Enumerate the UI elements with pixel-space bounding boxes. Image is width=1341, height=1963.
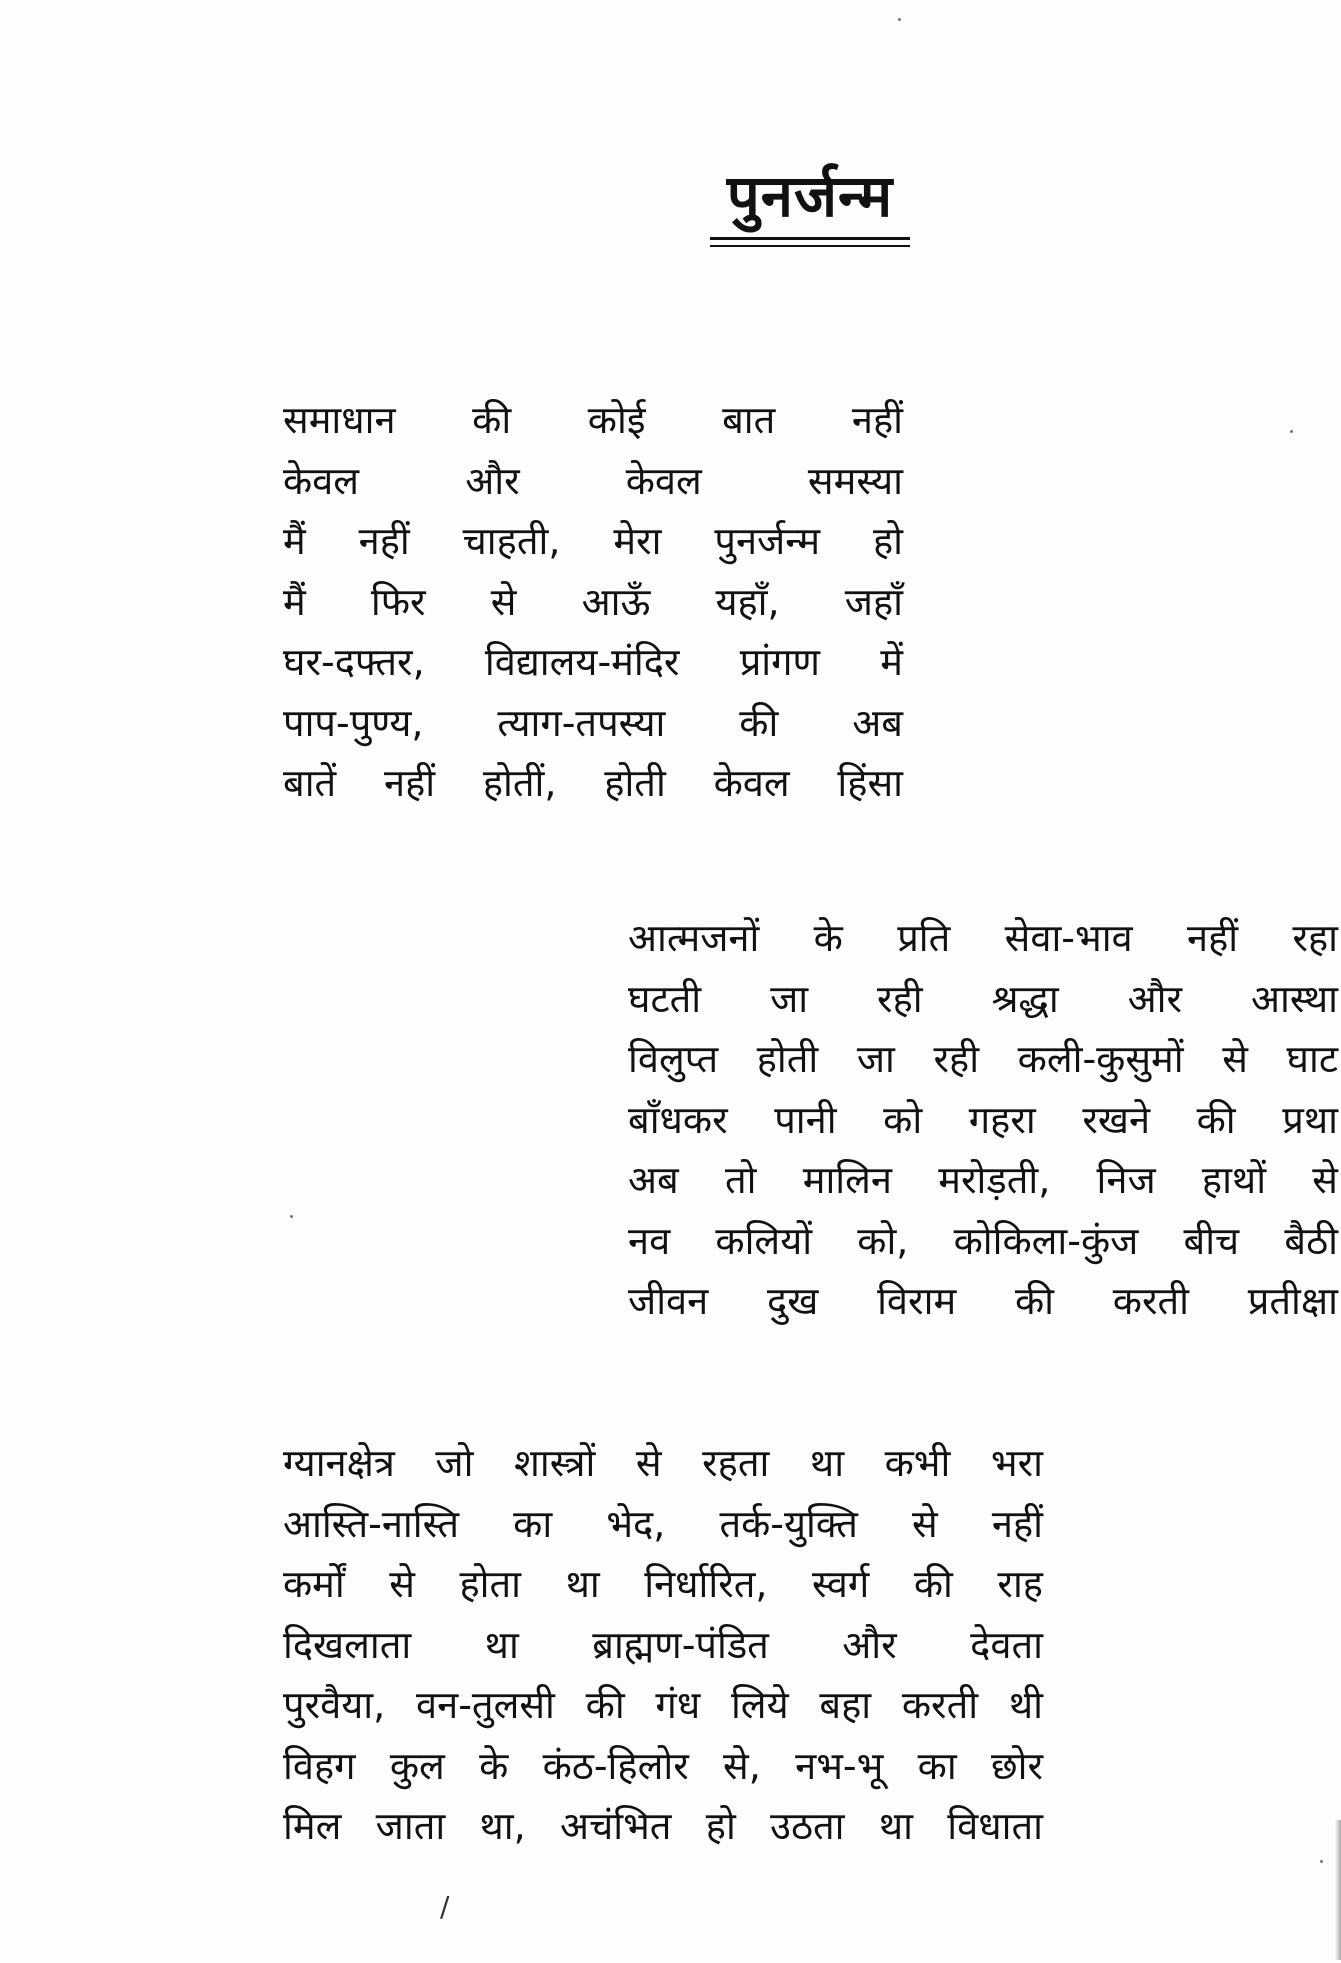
stanza-line: दिखलाता था ब्राह्मण-पंडित और देवता	[283, 1622, 1043, 1667]
title-underline-second	[710, 245, 910, 247]
stanza-line: बाँधकर पानी को गहरा रखने की प्रथा	[628, 1097, 1338, 1142]
stanza-line: मिल जाता था, अचंभित हो उठता था विधाता	[283, 1804, 1043, 1848]
stanza-line: बातें नहीं होतीं, होती केवल हिंसा	[283, 761, 903, 805]
stanza-line: केवल और केवल समस्या	[283, 458, 903, 503]
stanza-line: पुरवैया, वन-तुलसी की गंध लिये बहा करती थी	[283, 1683, 1043, 1727]
stanza-line: समाधान की कोई बात नहीं	[283, 398, 903, 442]
stanza-line: मैं नहीं चाहती, मेरा पुनर्जन्म हो	[283, 519, 903, 563]
stanza-line: आस्ति-नास्ति का भेद, तर्क-युक्ति से नहीं	[283, 1501, 1043, 1546]
margin-mark: /	[440, 1890, 450, 1923]
scan-speck	[1290, 430, 1293, 433]
stanza-3	[283, 1433, 1043, 1857]
stanza-line: नव कलियों को, कोकिला-कुंज बीच बैठी	[628, 1218, 1338, 1263]
stanza-line: कर्मों से होता था निर्धारित, स्वर्ग की राह	[283, 1562, 1043, 1606]
stanza-1	[283, 390, 903, 814]
stanza-line: ग्यानक्षेत्र जो शास्त्रों से रहता था कभी भरा	[283, 1441, 1043, 1485]
stanza-line: मैं फिर से आऊँ यहाँ, जहाँ	[283, 579, 903, 624]
title-underline	[710, 237, 910, 240]
poem-title: पुनर्जन्म	[726, 162, 894, 230]
scan-speck	[898, 18, 901, 21]
poem-title-block	[700, 162, 920, 247]
stanza-line: विलुप्त होती जा रही कली-कुसुमों से घाट	[628, 1037, 1338, 1081]
stanza-line: घटती जा रही श्रद्धा और आस्था	[628, 976, 1338, 1021]
stanza-line: विहग कुल के कंठ-हिलोर से, नभ-भू का छोर	[283, 1743, 1043, 1788]
stanza-line: पाप-पुण्य, त्याग-तपस्या की अब	[283, 700, 903, 745]
stanza-line: आत्मजनों के प्रति सेवा-भाव नहीं रहा	[628, 916, 1338, 960]
stanza-line: अब तो मालिन मरोड़ती, निज हाथों से	[628, 1158, 1338, 1202]
stanza-line: जीवन दुख विराम की करती प्रतीक्षा	[628, 1279, 1338, 1323]
page-edge-shadow	[1335, 1820, 1341, 1960]
stanza-2	[628, 908, 1338, 1332]
scan-speck	[290, 1215, 293, 1218]
scan-speck	[1320, 1860, 1323, 1863]
stanza-line: घर-दफ्तर, विद्यालय-मंदिर प्रांगण में	[283, 640, 903, 684]
